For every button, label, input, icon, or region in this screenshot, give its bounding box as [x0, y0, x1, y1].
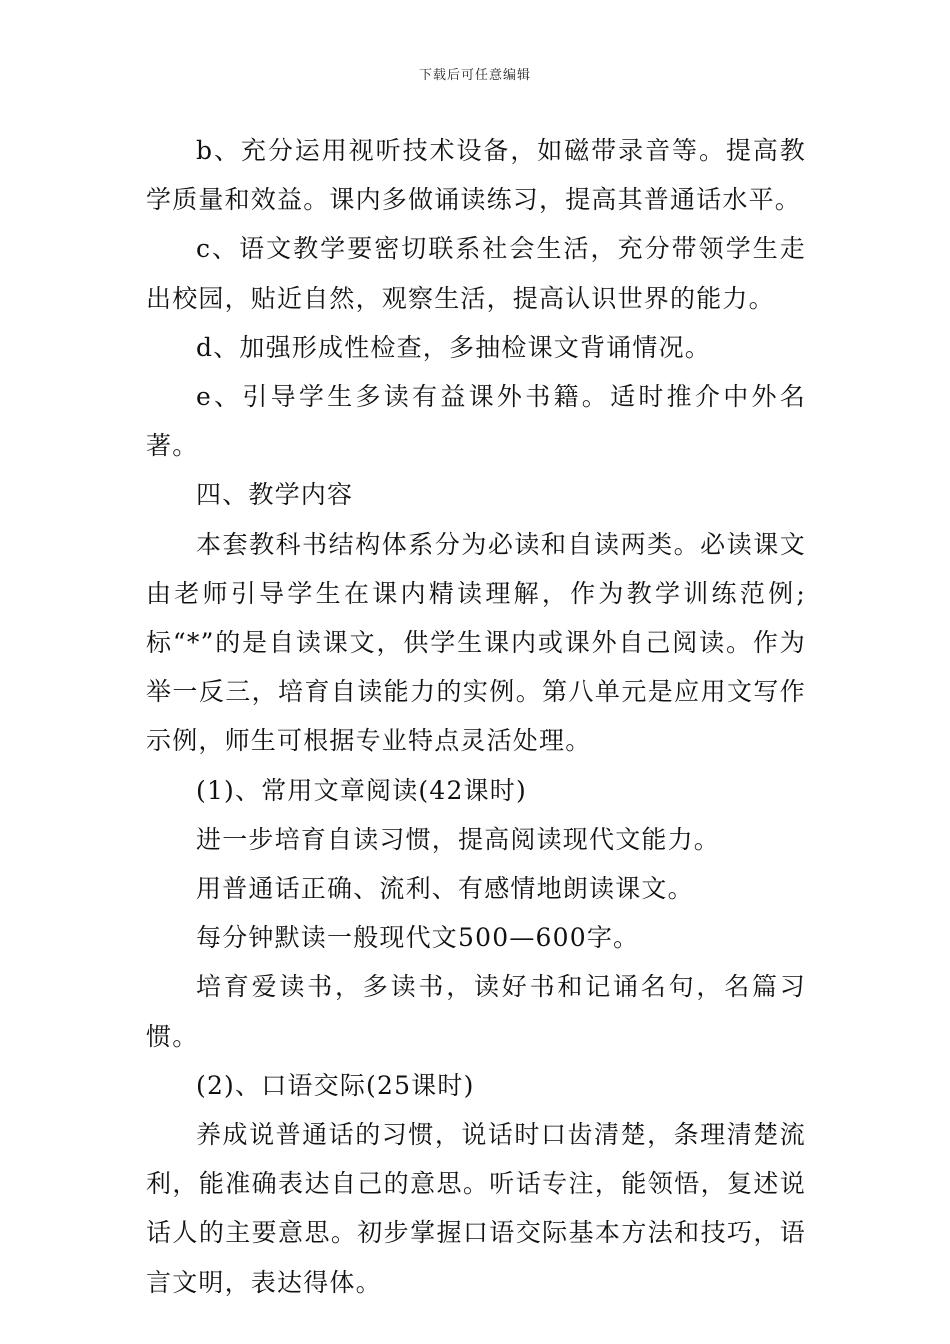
paragraph-reading-goal-4: 培育爱读书，多读书，读好书和记诵名句，名篇习惯。: [146, 972, 806, 1051]
subheading-reading: (1)、常用文章阅读(42课时): [196, 775, 527, 805]
paragraph-textbook-structure: 本套教科书结构体系分为必读和自读两类。必读课文由老师引导学生在课内精读理解，作为教学训练范例;标“*”的是自读课文，供学生课内或课外自己阅读。作为举一反三，培育自读能力的实例。第八单元是应用文写作示例，师生可根据专业特点灵活处理。: [146, 529, 806, 756]
paragraph-reading-goal-3: 每分钟默读一般现代文500—600字。: [196, 923, 640, 953]
paragraph-e: e、引导学生多读有益课外书籍。适时推介中外名著。: [146, 382, 806, 461]
page-header-note: 下载后可任意编辑: [418, 68, 531, 83]
document-body: [146, 126, 806, 1307]
paragraph-d: d、加强形成性检查，多抽检课文背诵情况。: [196, 332, 712, 362]
paragraph-reading-goal-2: 用普通话正确、流利、有感情地朗读课文。: [196, 874, 694, 904]
paragraph-reading-goal-1: 进一步培育自读习惯，提高阅读现代文能力。: [196, 824, 721, 854]
paragraph-oral-goal: 养成说普通话的习惯，说话时口齿清楚，条理清楚流利，能准确表达自己的意思。听话专注，能领悟，复述说话人的主要意思。初步掌握口语交际基本方法和技巧，语言文明，表达得体。: [146, 1120, 806, 1297]
subheading-oral-communication: (2)、口语交际(25课时): [196, 1070, 475, 1100]
section-heading-teaching-content: 四、教学内容: [196, 480, 354, 510]
paragraph-c: c、语文教学要密切联系社会生活，充分带领学生走出校园，贴近自然，观察生活，提高认识世界的能力。: [146, 234, 806, 313]
paragraph-b: b、充分运用视听技术设备，如磁带录音等。提高教学质量和效益。课内多做诵读练习，提高其普通话水平。: [146, 136, 806, 215]
